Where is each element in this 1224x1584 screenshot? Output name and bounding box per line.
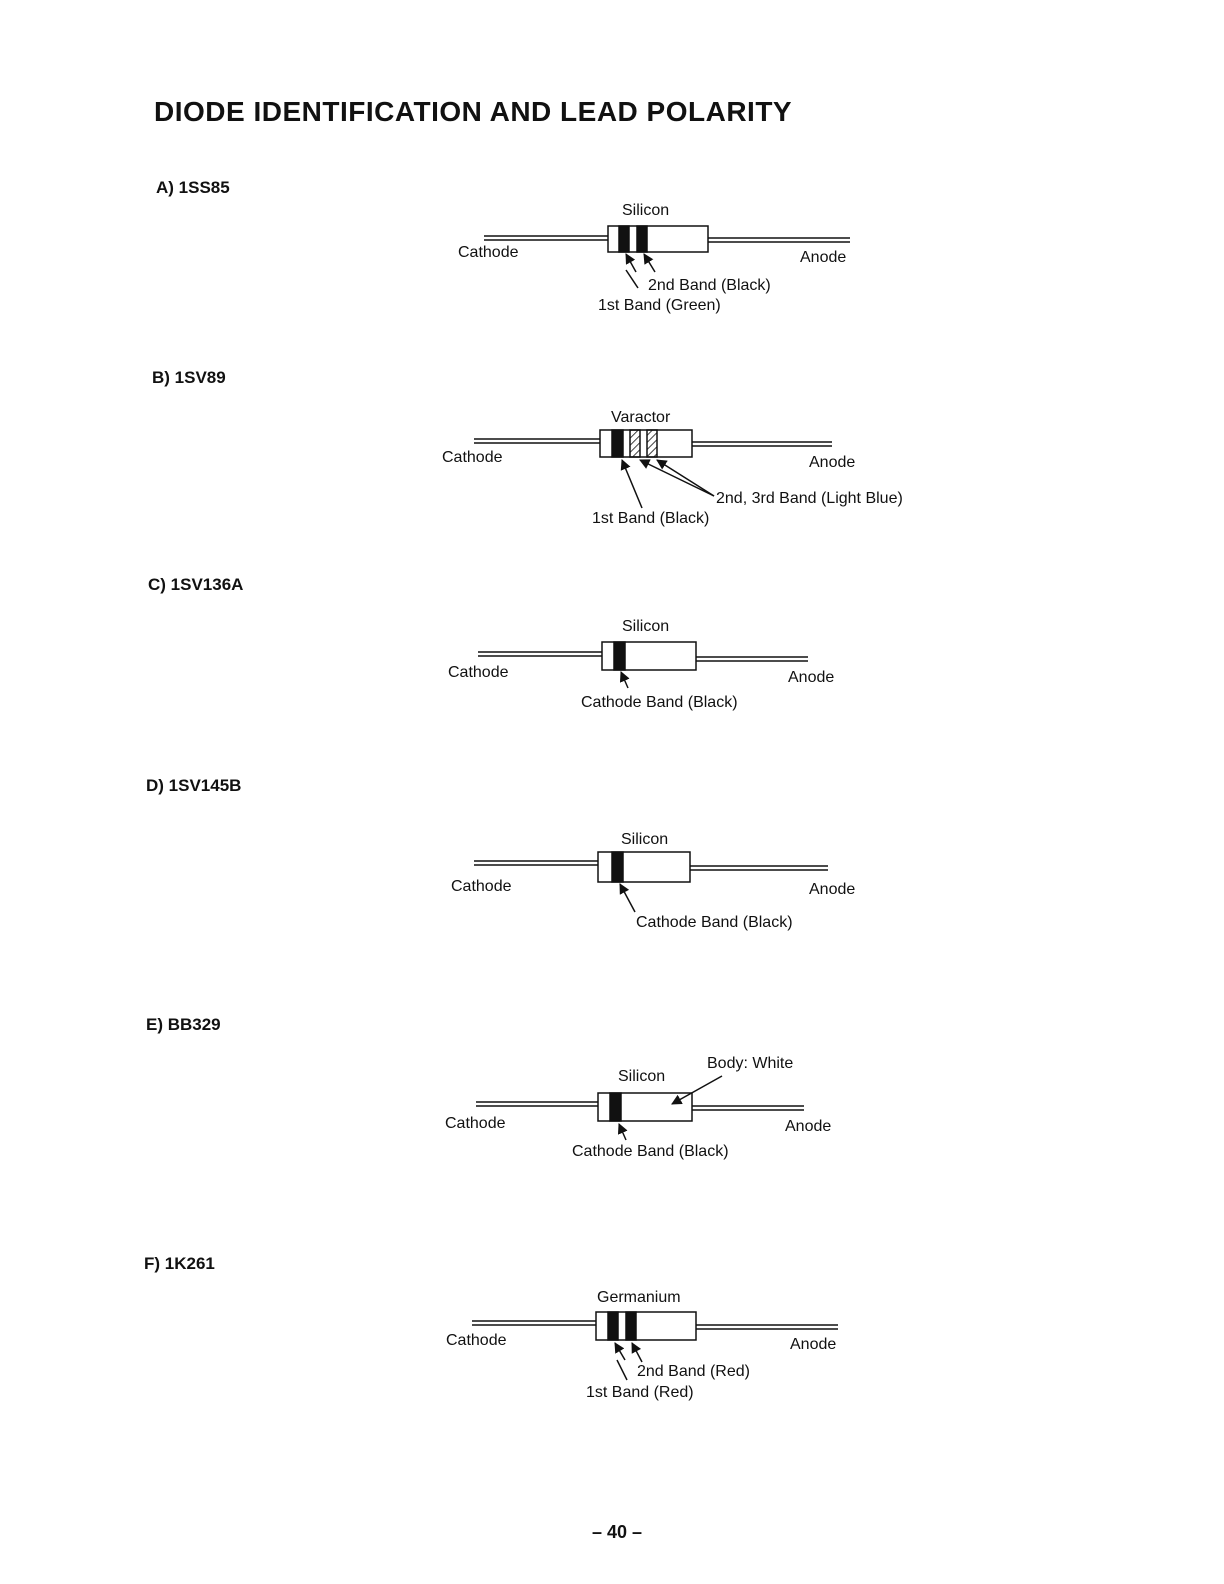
page-title: DIODE IDENTIFICATION AND LEAD POLARITY: [154, 96, 793, 127]
diode-b-band-3: [647, 430, 657, 457]
diode-f-anode-label: Anode: [790, 1336, 837, 1353]
section-d-label: D) 1SV145B: [146, 776, 242, 795]
diode-b-arrow-1: [622, 460, 642, 508]
diode-d-anode-label: Anode: [809, 881, 856, 898]
diode-f-band-2: [626, 1312, 636, 1340]
diode-f-material: Germanium: [597, 1289, 681, 1306]
diode-b-cathode-label: Cathode: [442, 449, 503, 466]
diode-e-cathode-label: Cathode: [445, 1115, 506, 1132]
diode-b-material: Varactor: [611, 409, 671, 426]
diode-f-band-1: [608, 1312, 618, 1340]
diode-d-band: [612, 852, 623, 882]
diode-d-cathode-label: Cathode: [451, 878, 512, 895]
diode-f-band-1-label: 1st Band (Red): [586, 1384, 694, 1401]
diode-f-cathode-label: Cathode: [446, 1332, 507, 1349]
diode-b-anode-label: Anode: [809, 454, 856, 471]
diode-e-body-label: Body: White: [707, 1055, 794, 1072]
diode-b-band-1: [612, 430, 623, 457]
diode-c-band: [614, 642, 625, 670]
diode-e-arrow-band: [619, 1124, 626, 1140]
section-e-label: E) BB329: [146, 1015, 221, 1034]
diode-e-material: Silicon: [618, 1068, 666, 1085]
diode-e-band-label: Cathode Band (Black): [572, 1143, 729, 1160]
diode-a-material: Silicon: [622, 202, 670, 219]
diode-c-drawing: [478, 642, 808, 688]
diode-b-arrow-3: [657, 460, 714, 496]
diode-c-arrow: [621, 672, 628, 688]
diode-c-cathode-label: Cathode: [448, 664, 509, 681]
diode-f-band-2-label: 2nd Band (Red): [637, 1363, 750, 1380]
diode-c-material: Silicon: [622, 618, 670, 635]
diode-b-band-2-3-label: 2nd, 3rd Band (Light Blue): [716, 490, 903, 507]
diode-a-anode-label: Anode: [800, 249, 847, 266]
diode-e-band: [610, 1093, 621, 1121]
section-f-label: F) 1K261: [144, 1254, 215, 1273]
diode-b-band-2: [630, 430, 640, 457]
section-c-label: C) 1SV136A: [148, 575, 244, 594]
diode-f-arrow-1: [615, 1343, 625, 1360]
diode-e-arrow-body: [672, 1076, 722, 1104]
section-b-label: B) 1SV89: [152, 368, 226, 387]
diode-a-arrow-1: [626, 254, 636, 272]
diode-a-band-2: [637, 226, 647, 252]
page-number: – 40 –: [592, 1522, 643, 1542]
diode-b-band-1-label: 1st Band (Black): [592, 510, 710, 527]
diode-e-anode-label: Anode: [785, 1118, 832, 1135]
section-a-label: A) 1SS85: [156, 178, 230, 197]
diode-d-band-label: Cathode Band (Black): [636, 914, 793, 931]
diode-a-band-1: [619, 226, 629, 252]
diode-a-arrow-2: [644, 254, 655, 272]
diode-a-cathode-label: Cathode: [458, 244, 519, 261]
diode-c-anode-label: Anode: [788, 669, 835, 686]
diode-b-arrow-2: [640, 460, 714, 496]
diode-a-band-2-label: 2nd Band (Black): [648, 277, 771, 294]
diode-d-material: Silicon: [621, 831, 669, 848]
diode-a-band-1-label: 1st Band (Green): [598, 297, 721, 314]
diode-d-arrow: [620, 884, 635, 912]
diode-e-drawing: [476, 1076, 804, 1140]
diode-d-drawing: [474, 852, 828, 912]
diode-f-arrow-2: [632, 1343, 642, 1362]
diode-c-band-label: Cathode Band (Black): [581, 694, 738, 711]
